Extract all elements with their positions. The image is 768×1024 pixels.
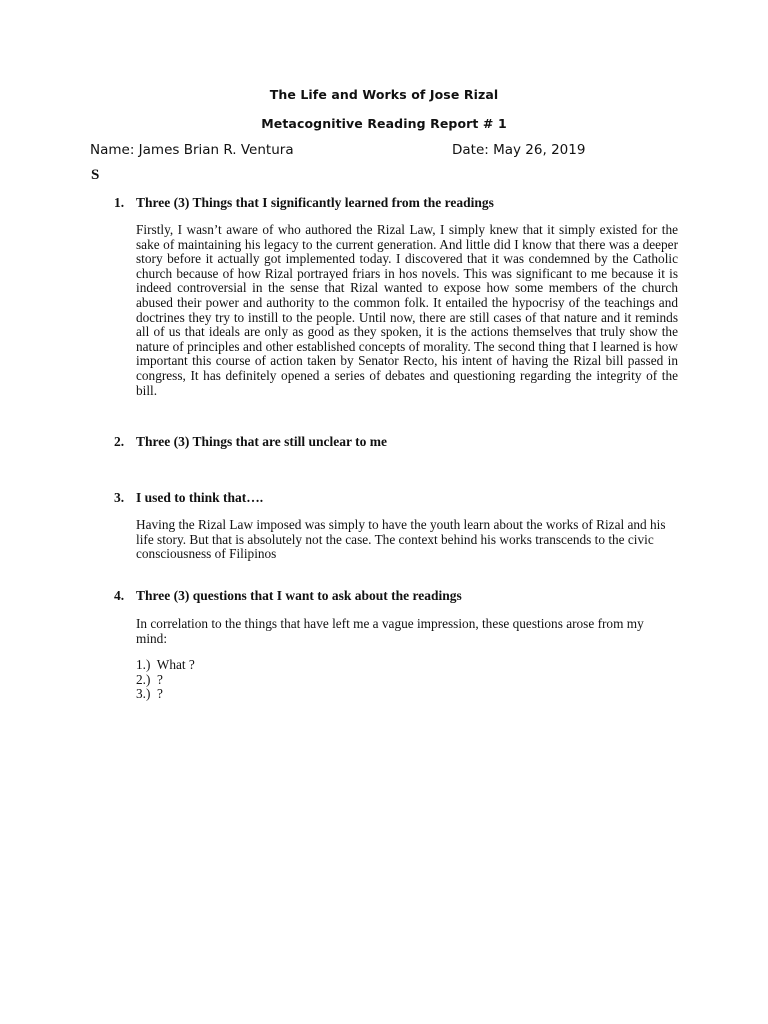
section-number: 3. [114, 490, 125, 505]
section-heading-text: Three (3) Things that I significantly learned from the readings [136, 195, 494, 210]
section-3-body: Having the Rizal Law imposed was simply to have the youth learn about the works of Rizal and his life story. But that is absolutely not the case. The context behind his works transcends to the civic consciousness of Filipinos [136, 517, 666, 562]
section-1-heading [114, 195, 494, 211]
section-4-heading [114, 588, 462, 604]
questions-list [136, 658, 195, 702]
section-number: 1. [114, 195, 125, 210]
section-number: 2. [114, 434, 125, 449]
document-subtitle: Metacognitive Reading Report # 1 [261, 116, 507, 131]
stray-letter: S [91, 167, 100, 183]
section-heading-text: Three (3) Things that are still unclear to me [136, 434, 387, 449]
section-2-heading [114, 434, 387, 450]
section-number: 4. [114, 588, 125, 603]
section-4-body: In correlation to the things that have left me a vague impression, these questions arose from my mind: [136, 616, 644, 646]
section-3-heading [114, 490, 263, 506]
report-date: Date: May 26, 2019 [452, 142, 586, 158]
list-item: 3.) ? [136, 686, 163, 702]
section-heading-text: Three (3) questions that I want to ask about the readings [136, 588, 462, 603]
list-item: 2.) ? [136, 671, 163, 687]
section-heading-text: I used to think that…. [136, 490, 264, 505]
student-name: Name: James Brian R. Ventura [90, 142, 294, 158]
document-title: The Life and Works of Jose Rizal [269, 87, 499, 102]
section-1-body: Firstly, I wasn’t aware of who authored the Rizal Law, I simply knew that it simply existed for the sake of maintaining his legacy to the current generation. And little did I know that there was a deeper story before it actually got implemented today. I discovered that it was condemned by the Catholic church because of how Rizal portrayed friars in hos novels. This was significant to me because it is indeed controversial in the sense that Rizal wanted to expose how some members of the church abused their power and authority to the common folk. It entailed the hypocrisy of the teachings and doctrines they try to instill to the people. Until now, there are still cases of that nature and it reminds all of us that ideals are only as good as they spoken, it is the actions themselves that truly show the nature of principles and other established concepts of morality. The second thing that I learned is how important this course of action taken by Senator Recto, his intent of having the Rizal bill passed in congress, It has definitely opened a series of debates and questioning regarding the integrity of the bill. [136, 222, 678, 398]
list-item: 1.) What ? [136, 657, 195, 672]
